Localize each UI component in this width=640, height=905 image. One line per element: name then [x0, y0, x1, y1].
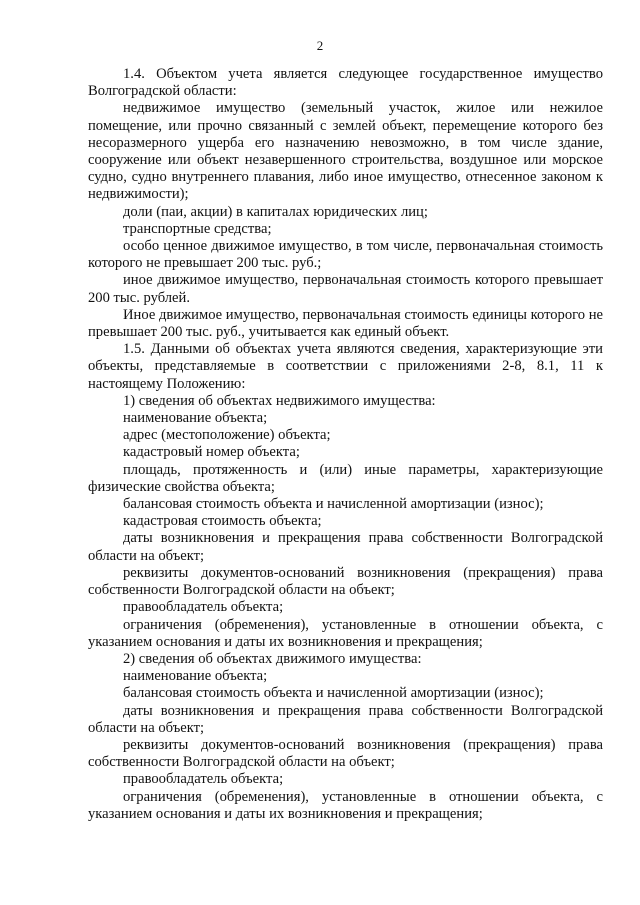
list-item: даты возникновения и прекращения права собственности Волгоградской области на объект;	[88, 530, 603, 564]
paragraph-other-movable: иное движимое имущество, первоначальная стоимость которого превышает 200 тыс. рублей.	[88, 272, 603, 306]
list-item: балансовая стоимость объекта и начисленной амортизации (износ);	[123, 685, 544, 702]
list-item: реквизиты документов-оснований возникновения (прекращения) права собственности Волгоградской области на объект;	[88, 564, 603, 599]
list-item: кадастровая стоимость объекта;	[123, 513, 322, 530]
paragraph-vehicles: транспортные средства;	[123, 220, 272, 237]
paragraph-1-4-intro: 1.4. Объектом учета является следующее государственное имущество Волгоградской области:	[88, 66, 603, 100]
paragraph-other-movable-single: Иное движимое имущество, первоначальная стоимость единицы которого не превышает 200 тыс. руб., учитывается как единый объект.	[88, 306, 603, 341]
list-item: наименование объекта;	[123, 410, 268, 427]
list-item: кадастровый номер объекта;	[123, 444, 300, 461]
paragraph-real-estate: недвижимое имущество (земельный участок, жилое или нежилое помещение, или прочно связанный с землей объект, перемещение которого без несоразмерного ущерба его назначению невозможно, в том числе здание, сооружение или объект незавершенного строительства, воздушное или морское судно, судно внутреннего плавания, либо иное имущество, отнесенное законом к недвижимости);	[88, 100, 603, 203]
paragraph-movable-info-heading: 2) сведения об объектах движимого имущества:	[123, 650, 422, 667]
list-item: даты возникновения и прекращения права собственности Волгоградской области на объект;	[88, 702, 603, 736]
document-body	[88, 66, 603, 823]
paragraph-1-5-intro: 1.5. Данными об объектах учета являются сведения, характеризующие эти объекты, представляемые в соответствии с приложениями 2-8, 8.1, 11 к настоящему Положению:	[88, 341, 603, 392]
paragraph-real-estate-info-heading: 1) сведения об объектах недвижимого имущества:	[123, 392, 436, 409]
paragraph-valuable-movable: особо ценное движимое имущество, в том числе, первоначальная стоимость которого не превышает 200 тыс. руб.;	[88, 238, 603, 272]
list-item: реквизиты документов-оснований возникновения (прекращения) права собственности Волгоградской области на объект;	[88, 736, 603, 771]
list-item: адрес (местоположение) объекта;	[123, 427, 331, 444]
page-number: 2	[316, 38, 324, 53]
list-item: правообладатель объекта;	[123, 599, 284, 616]
paragraph-shares: доли (паи, акции) в капиталах юридических лиц;	[123, 203, 428, 220]
list-item: площадь, протяженность и (или) иные параметры, характеризующие физические свойства объекта;	[88, 461, 603, 495]
list-item: наименование объекта;	[123, 668, 268, 685]
list-item: правообладатель объекта;	[123, 771, 284, 788]
list-item: ограничения (обременения), установленные в отношении объекта, с указанием основания и даты их возникновения и прекращения;	[88, 788, 603, 822]
list-item: ограничения (обременения), установленные в отношении объекта, с указанием основания и даты их возникновения и прекращения;	[88, 616, 603, 650]
list-item: балансовая стоимость объекта и начисленной амортизации (износ);	[123, 496, 544, 513]
